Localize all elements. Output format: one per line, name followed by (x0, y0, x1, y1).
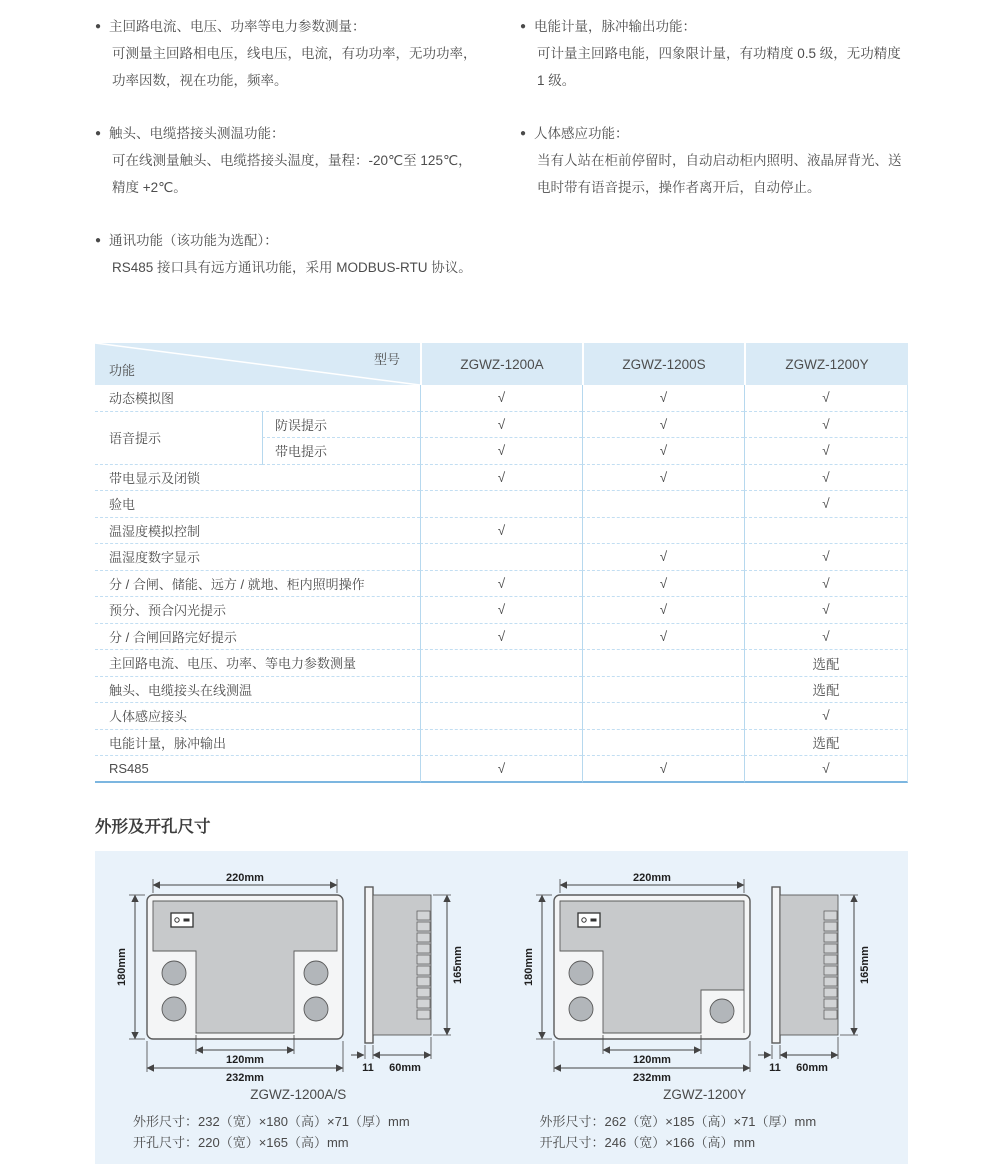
bullet-icon: ● (520, 128, 527, 139)
dim-overall-width: 232mm (226, 1071, 265, 1084)
cell-value: √ (744, 412, 908, 439)
feature-text: 精度 +2℃。 (112, 180, 187, 195)
cell-value: √ (420, 412, 582, 439)
column-header-model-y: ZGWZ-1200Y (744, 343, 908, 385)
cell-value: √ (420, 571, 582, 598)
row-label: 验电 (95, 491, 420, 518)
outline-size-text: 外形尺寸：262（宽）×185（高）×71（厚）mm (539, 1113, 817, 1129)
table-row (95, 465, 908, 492)
table-header-row (95, 343, 908, 385)
cell-value (744, 518, 908, 545)
cell-value: √ (582, 438, 744, 465)
feature-text: 可测量主回路相电压，线电压，电流，有功功率，无功功率， (112, 46, 477, 61)
row-label: 带电显示及闭锁 (95, 465, 420, 492)
feature-text: 1 级。 (537, 73, 576, 88)
row-label: 预分、预合闪光提示 (95, 597, 420, 624)
feature-title: 电能计量，脉冲输出功能： (534, 19, 697, 34)
features-left-column (95, 13, 520, 307)
dim-front-width: 220mm (226, 871, 265, 884)
cell-value: √ (744, 703, 908, 730)
drawing-model-label: ZGWZ-1200A/S (250, 1086, 347, 1102)
cell-value: √ (744, 491, 908, 518)
feature-text: RS485 接口具有远方通讯功能，采用 MODBUS-RTU 协议。 (112, 260, 472, 275)
bullet-icon: ● (95, 21, 102, 32)
outline-size-text: 外形尺寸：232（宽）×180（高）×71（厚）mm (133, 1113, 410, 1129)
table-row (95, 491, 908, 518)
cell-value (582, 703, 744, 730)
cell-value: √ (420, 624, 582, 651)
table-row (95, 624, 908, 651)
cell-value: √ (420, 756, 582, 783)
feature-energy-meter (520, 13, 920, 94)
features-right-column (520, 13, 920, 307)
dim-hole-width: 120mm (632, 1053, 671, 1066)
feature-text: 电时带有语音提示，操作者离开后，自动停止。 (537, 180, 821, 195)
dim-depth: 60mm (795, 1061, 828, 1074)
dim-overall-width: 232mm (632, 1071, 671, 1084)
cell-value: 选配 (744, 650, 908, 677)
cutout-size-text: 开孔尺寸：220（宽）×165（高）mm (133, 1134, 349, 1150)
cell-value (420, 677, 582, 704)
cell-value (582, 677, 744, 704)
table-row (95, 756, 908, 783)
feature-temp-measure (95, 120, 520, 201)
table-row (95, 597, 908, 624)
cell-value: √ (582, 544, 744, 571)
cell-value (582, 730, 744, 757)
cell-value: √ (744, 756, 908, 783)
dimension-drawing (117, 869, 479, 1083)
cell-value: √ (744, 597, 908, 624)
column-header-model-a: ZGWZ-1200A (420, 343, 582, 385)
cell-value (420, 491, 582, 518)
cell-value: 选配 (744, 730, 908, 757)
table-row (95, 703, 908, 730)
cell-value (582, 650, 744, 677)
table-row (95, 385, 908, 412)
feature-human-sensor (520, 120, 920, 201)
features-section (0, 0, 1000, 307)
column-header-model-s: ZGWZ-1200S (582, 343, 744, 385)
cell-value: √ (420, 597, 582, 624)
cell-value: √ (582, 385, 744, 412)
row-label: 主回路电流、电压、功率、等电力参数测量 (95, 650, 420, 677)
cell-value: √ (420, 465, 582, 492)
dim-front-height: 180mm (522, 947, 535, 986)
feature-title: 触头、电缆搭接头测温功能： (109, 126, 285, 141)
cell-value: √ (744, 465, 908, 492)
dimensions-heading: 外形及开孔尺寸 (95, 817, 211, 836)
row-group-label: 语音提示 (95, 412, 262, 465)
cell-value: √ (744, 438, 908, 465)
cell-value: √ (582, 465, 744, 492)
feature-title: 通讯功能（该功能为选配）： (109, 233, 278, 248)
row-label: 动态模拟图 (95, 385, 420, 412)
cell-value: 选配 (744, 677, 908, 704)
row-label: 温湿度数字显示 (95, 544, 420, 571)
cell-value (582, 491, 744, 518)
cell-value: √ (420, 385, 582, 412)
feature-comm (95, 227, 520, 281)
feature-power-measure (95, 13, 520, 94)
cell-value (420, 730, 582, 757)
dim-side-height: 165mm (452, 945, 465, 984)
dim-bezel-thickness: 11 (768, 1061, 781, 1074)
cell-value: √ (744, 571, 908, 598)
cell-value: √ (744, 624, 908, 651)
table-row (95, 518, 908, 545)
feature-text: 可在线测量触头、电缆搭接头温度，量程：-20℃至 125℃， (112, 153, 472, 168)
dimensions-panel (95, 851, 908, 1164)
table-row (95, 730, 908, 757)
table-row (95, 677, 908, 704)
cutout-size-text: 开孔尺寸：246（宽）×166（高）mm (539, 1134, 756, 1150)
dimension-drawing (524, 869, 886, 1083)
feature-text: 当有人站在柜前停留时，自动启动柜内照明、液晶屏背光、送 (537, 153, 902, 168)
cell-value (420, 703, 582, 730)
cell-value: √ (420, 438, 582, 465)
corner-function-label: 功能 (109, 363, 136, 378)
row-label: RS485 (95, 756, 420, 783)
feature-text: 功率因数，视在功能，频率。 (112, 73, 288, 88)
dim-side-height: 165mm (858, 945, 871, 984)
diagonal-divider (95, 343, 420, 385)
feature-title: 人体感应功能： (534, 126, 629, 141)
table-row (95, 571, 908, 598)
cell-value: √ (744, 544, 908, 571)
row-label: 分 / 合闸、储能、远方 / 就地、柜内照明操作 (95, 571, 420, 598)
table-row (95, 412, 908, 439)
feature-text: 可计量主回路电能，四象限计量，有功精度 0.5 级，无功精度 (537, 46, 901, 61)
table-row (95, 544, 908, 571)
bullet-icon: ● (95, 128, 102, 139)
cell-value: √ (582, 412, 744, 439)
cell-value (582, 518, 744, 545)
row-sublabel: 防误提示 (262, 412, 420, 439)
cell-value: √ (582, 597, 744, 624)
cell-value (420, 650, 582, 677)
corner-model-label: 型号 (373, 352, 400, 367)
drawing-zgwz-1200y (502, 851, 909, 1164)
row-label: 温湿度模拟控制 (95, 518, 420, 545)
table-row (95, 650, 908, 677)
cell-value: √ (420, 518, 582, 545)
spec-table (95, 343, 908, 783)
cell-value (420, 544, 582, 571)
bullet-icon: ● (520, 21, 527, 32)
table-corner-cell (95, 343, 420, 385)
row-label: 人体感应接头 (95, 703, 420, 730)
cell-value: √ (582, 624, 744, 651)
row-label: 分 / 合闸回路完好提示 (95, 624, 420, 651)
row-sublabel: 带电提示 (262, 438, 420, 465)
dim-front-height: 180mm (116, 947, 129, 986)
cell-value: √ (582, 756, 744, 783)
dim-bezel-thickness: 11 (362, 1061, 375, 1074)
bullet-icon: ● (95, 235, 102, 246)
dim-hole-width: 120mm (226, 1053, 265, 1066)
drawing-zgwz-1200as (95, 851, 502, 1164)
feature-title: 主回路电流、电压、功率等电力参数测量： (109, 19, 366, 34)
row-label: 电能计量，脉冲输出 (95, 730, 420, 757)
drawing-model-label: ZGWZ-1200Y (663, 1086, 747, 1102)
dim-depth: 60mm (389, 1061, 422, 1074)
cell-value: √ (744, 385, 908, 412)
row-label: 触头、电缆接头在线测温 (95, 677, 420, 704)
cell-value: √ (582, 571, 744, 598)
dim-front-width: 220mm (632, 871, 671, 884)
